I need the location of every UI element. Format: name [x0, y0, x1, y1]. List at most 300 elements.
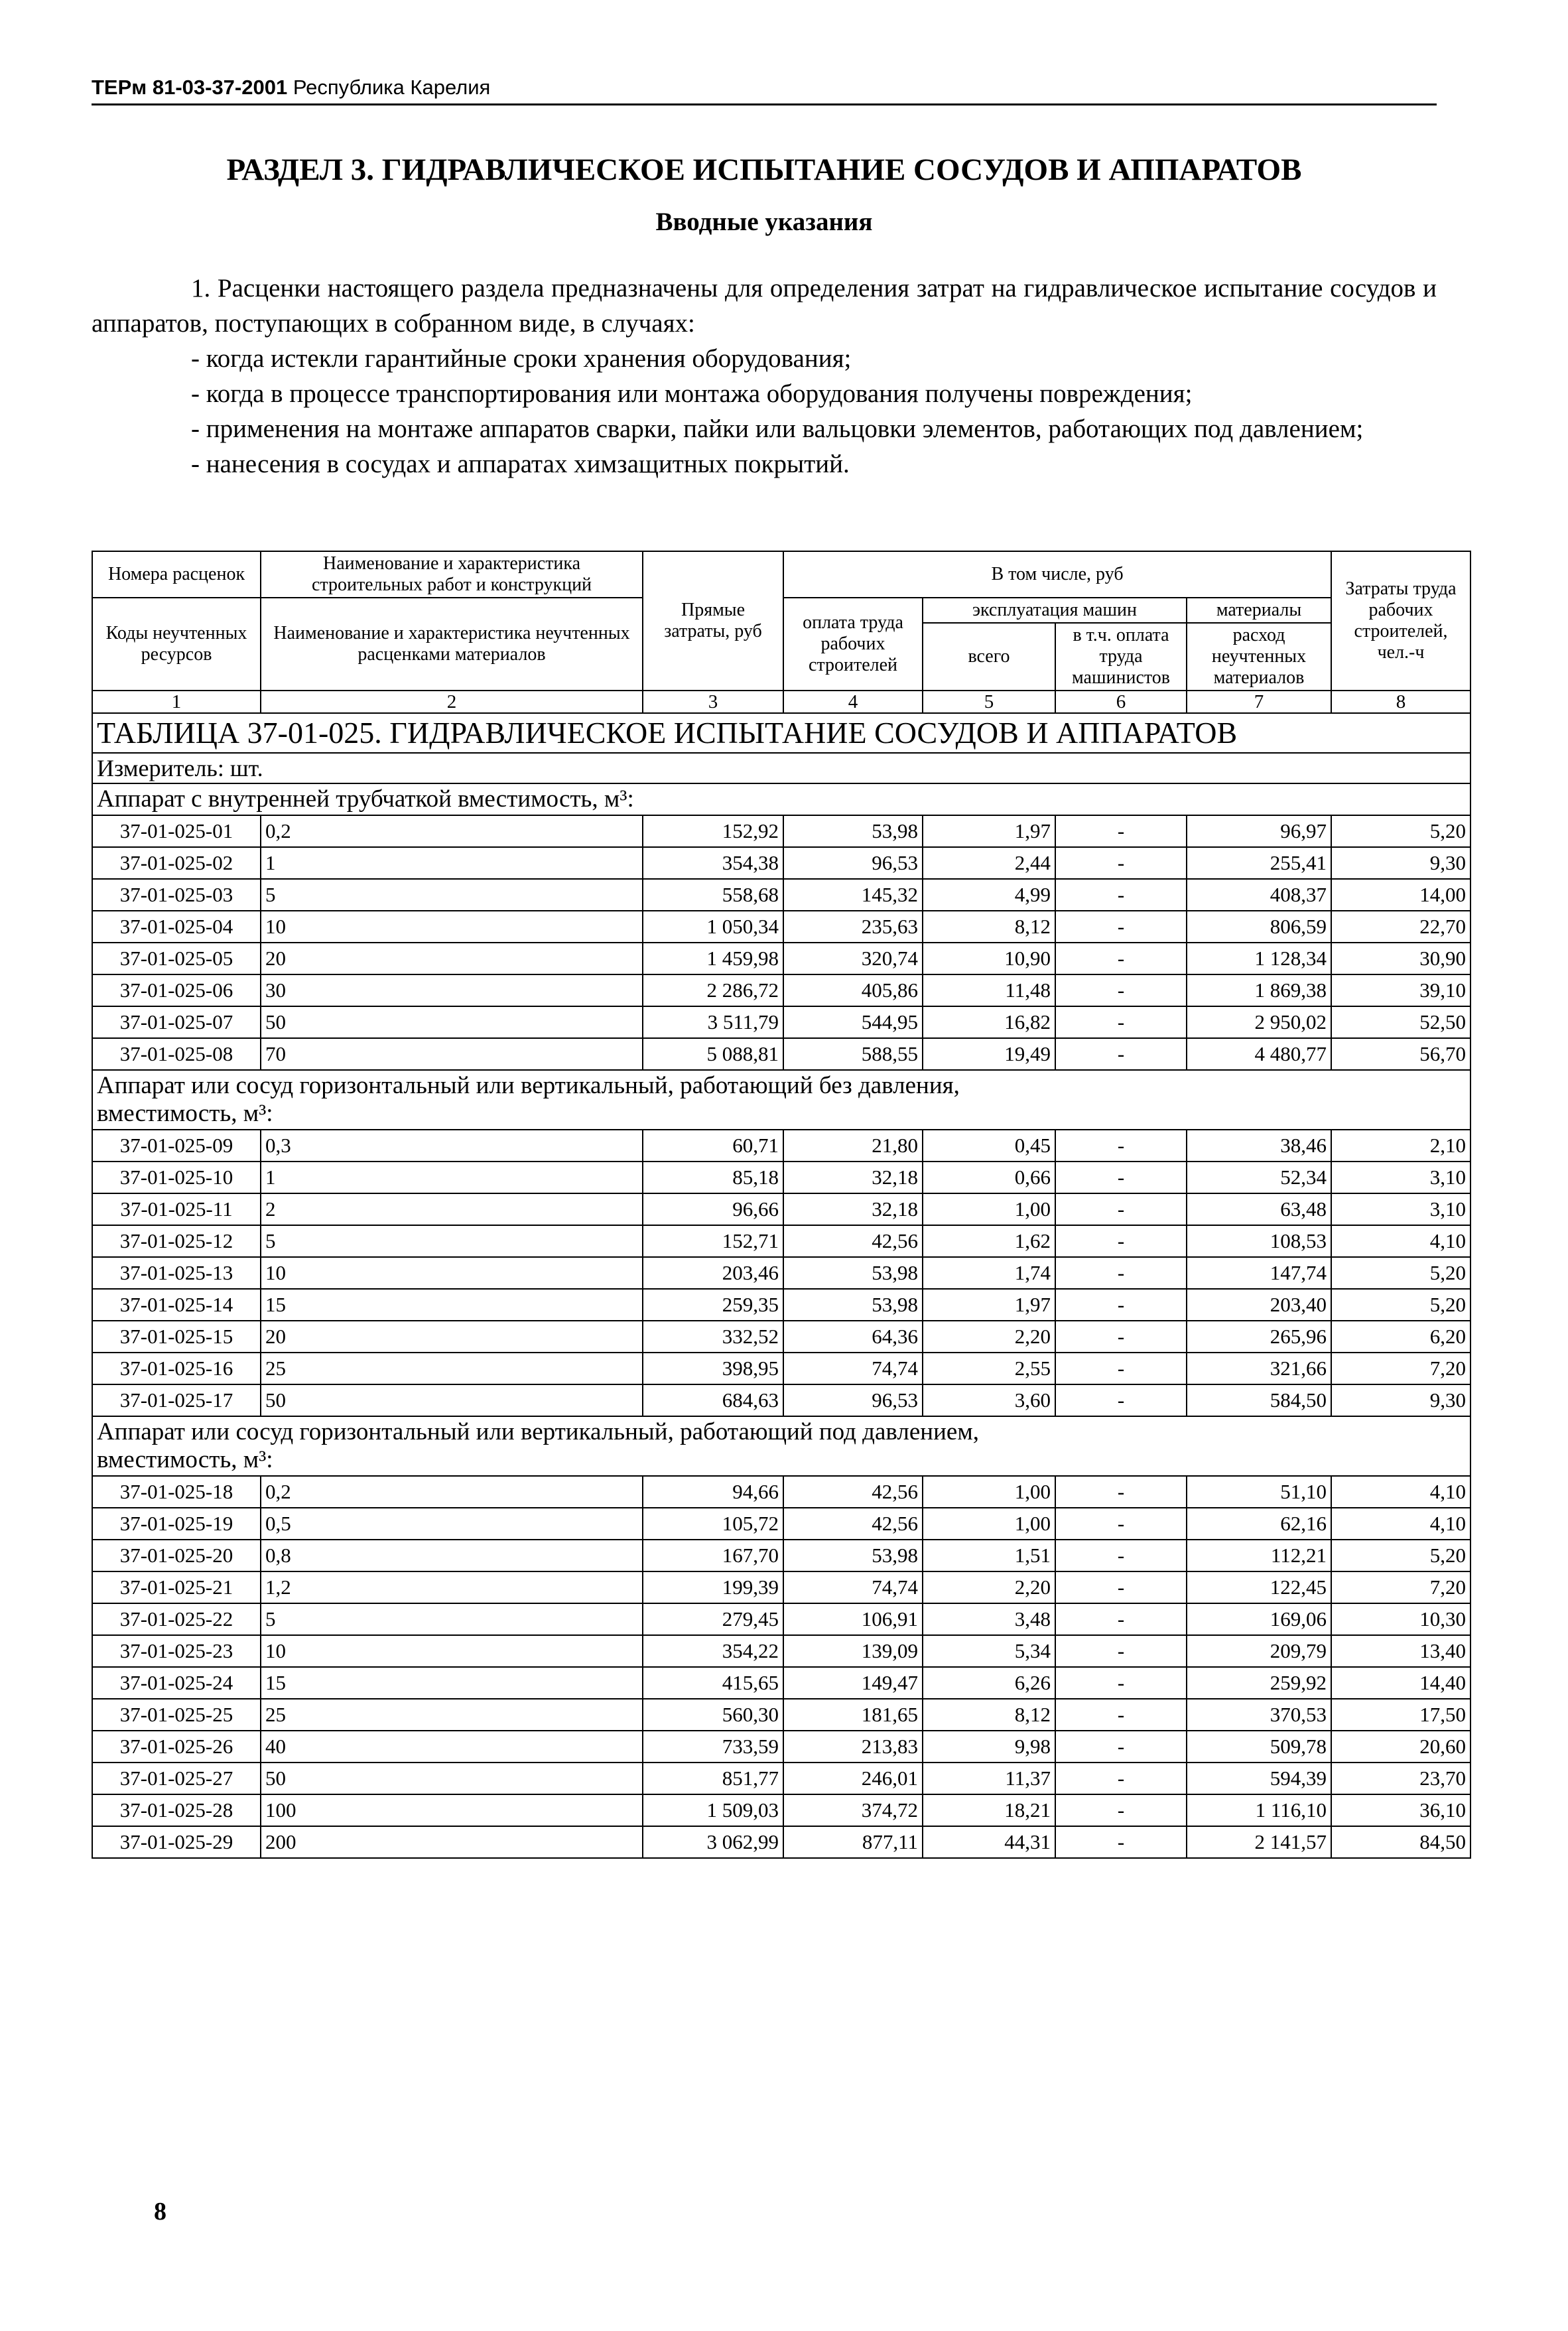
intro-subtitle: Вводные указания [655, 208, 873, 236]
cell-machinists-pay: - [1055, 815, 1187, 847]
cell-capacity: 5 [261, 1225, 643, 1257]
group-title [92, 1416, 1470, 1476]
cell-rate-code: 37-01-025-16 [92, 1353, 261, 1384]
cell-materials-consumption: 112,21 [1187, 1540, 1331, 1571]
cell-labor-costs: 52,50 [1331, 1006, 1470, 1038]
table-row [92, 1257, 1470, 1289]
cell-labor-costs: 5,20 [1331, 1257, 1470, 1289]
cell-workers-pay: 53,98 [783, 1289, 923, 1321]
cell-machinists-pay: - [1055, 1321, 1187, 1353]
cell-rate-code: 37-01-025-18 [92, 1476, 261, 1508]
intro-item: - когда истекли гарантийные сроки хранения оборудования; [191, 344, 852, 373]
cell-materials-consumption: 255,41 [1187, 847, 1331, 879]
cell-materials-consumption: 806,59 [1187, 911, 1331, 943]
cell-capacity: 0,8 [261, 1540, 643, 1571]
cell-rate-code: 37-01-025-02 [92, 847, 261, 879]
cell-rate-code: 37-01-025-07 [92, 1006, 261, 1038]
rates-table [92, 551, 1471, 1859]
cell-machines-total: 1,74 [923, 1257, 1055, 1289]
header-code: ТЕРм 81-03-37-2001 [92, 76, 288, 99]
cell-machinists-pay: - [1055, 1794, 1187, 1826]
intro-item: - применения на монтаже аппаратов сварки, пайки или вальцовки элементов, работающих под давлением; [191, 415, 1364, 443]
cell-direct-costs: 152,92 [643, 815, 783, 847]
cell-machinists-pay: - [1055, 911, 1187, 943]
column-number: 4 [783, 691, 923, 713]
cell-direct-costs: 3 062,99 [643, 1826, 783, 1858]
cell-machinists-pay: - [1055, 1635, 1187, 1667]
cell-labor-costs: 14,40 [1331, 1667, 1470, 1699]
cell-machines-total: 2,44 [923, 847, 1055, 879]
cell-workers-pay: 106,91 [783, 1603, 923, 1635]
header-rate-numbers: Номера расценок [92, 551, 261, 598]
cell-rate-code: 37-01-025-13 [92, 1257, 261, 1289]
cell-capacity: 30 [261, 974, 643, 1006]
cell-materials-consumption: 1 869,38 [1187, 974, 1331, 1006]
group-title [92, 1070, 1470, 1130]
table-row [92, 1826, 1470, 1858]
cell-machines-total: 10,90 [923, 943, 1055, 974]
cell-labor-costs: 23,70 [1331, 1763, 1470, 1794]
cell-workers-pay: 42,56 [783, 1476, 923, 1508]
cell-direct-costs: 94,66 [643, 1476, 783, 1508]
column-number: 5 [923, 691, 1055, 713]
cell-direct-costs: 733,59 [643, 1731, 783, 1763]
cell-labor-costs: 39,10 [1331, 974, 1470, 1006]
cell-materials-consumption: 169,06 [1187, 1603, 1331, 1635]
cell-direct-costs: 851,77 [643, 1763, 783, 1794]
cell-workers-pay: 181,65 [783, 1699, 923, 1731]
group-title-text: Аппарат или сосуд горизонтальный или вертикальный, работающий без давления, [97, 1072, 960, 1099]
cell-workers-pay: 877,11 [783, 1826, 923, 1858]
cell-workers-pay: 64,36 [783, 1321, 923, 1353]
cell-machines-total: 11,37 [923, 1763, 1055, 1794]
cell-workers-pay: 96,53 [783, 1384, 923, 1416]
cell-rate-code: 37-01-025-17 [92, 1384, 261, 1416]
cell-workers-pay: 53,98 [783, 1540, 923, 1571]
table-row [92, 1384, 1470, 1416]
cell-rate-code: 37-01-025-14 [92, 1289, 261, 1321]
cell-capacity: 5 [261, 1603, 643, 1635]
cell-machinists-pay: - [1055, 1193, 1187, 1225]
cell-rate-code: 37-01-025-25 [92, 1699, 261, 1731]
cell-materials-consumption: 62,16 [1187, 1508, 1331, 1540]
cell-direct-costs: 5 088,81 [643, 1038, 783, 1070]
cell-capacity: 0,2 [261, 1476, 643, 1508]
column-number: 7 [1187, 691, 1331, 713]
cell-machinists-pay: - [1055, 1162, 1187, 1193]
header-labor-costs: Затраты труда рабочих строителей, чел.-ч [1331, 551, 1470, 691]
cell-materials-consumption: 259,92 [1187, 1667, 1331, 1699]
column-number: 6 [1055, 691, 1187, 713]
cell-labor-costs: 4,10 [1331, 1508, 1470, 1540]
table-title-row [92, 713, 1470, 753]
cell-machines-total: 1,00 [923, 1508, 1055, 1540]
cell-capacity: 50 [261, 1006, 643, 1038]
table-row [92, 1540, 1470, 1571]
cell-capacity: 0,5 [261, 1508, 643, 1540]
cell-rate-code: 37-01-025-01 [92, 815, 261, 847]
cell-capacity: 50 [261, 1763, 643, 1794]
intro-item: - нанесения в сосудах и аппаратах химзащитных покрытий. [191, 450, 850, 478]
cell-machinists-pay: - [1055, 1289, 1187, 1321]
cell-machines-total: 11,48 [923, 974, 1055, 1006]
cell-workers-pay: 74,74 [783, 1571, 923, 1603]
header-materials: материалы [1187, 598, 1331, 623]
cell-materials-consumption: 2 141,57 [1187, 1826, 1331, 1858]
group-title-text: Аппарат с внутренней трубчаткой вместимость, м³: [97, 785, 634, 813]
table-row [92, 1794, 1470, 1826]
cell-capacity: 5 [261, 879, 643, 911]
cell-materials-consumption: 584,50 [1187, 1384, 1331, 1416]
cell-machinists-pay: - [1055, 974, 1187, 1006]
cell-capacity: 0,3 [261, 1130, 643, 1162]
cell-workers-pay: 149,47 [783, 1667, 923, 1699]
cell-materials-consumption: 594,39 [1187, 1763, 1331, 1794]
cell-machines-total: 6,26 [923, 1667, 1055, 1699]
cell-workers-pay: 374,72 [783, 1794, 923, 1826]
cell-machines-total: 9,98 [923, 1731, 1055, 1763]
cell-rate-code: 37-01-025-29 [92, 1826, 261, 1858]
cell-machinists-pay: - [1055, 1571, 1187, 1603]
table-row [92, 847, 1470, 879]
cell-labor-costs: 2,10 [1331, 1130, 1470, 1162]
cell-machines-total: 3,60 [923, 1384, 1055, 1416]
header-region: Республика Карелия [293, 76, 491, 99]
header-machinists-pay: в т.ч. оплата труда машинистов [1055, 623, 1187, 691]
cell-machines-total: 1,62 [923, 1225, 1055, 1257]
cell-materials-consumption: 2 950,02 [1187, 1006, 1331, 1038]
cell-rate-code: 37-01-025-24 [92, 1667, 261, 1699]
cell-rate-code: 37-01-025-09 [92, 1130, 261, 1162]
cell-labor-costs: 9,30 [1331, 847, 1470, 879]
cell-direct-costs: 279,45 [643, 1603, 783, 1635]
cell-machinists-pay: - [1055, 943, 1187, 974]
header-direct-costs: Прямые затраты, руб [643, 551, 783, 691]
cell-capacity: 200 [261, 1826, 643, 1858]
cell-machinists-pay: - [1055, 1540, 1187, 1571]
cell-materials-consumption: 209,79 [1187, 1635, 1331, 1667]
column-number: 2 [261, 691, 643, 713]
cell-capacity: 10 [261, 1257, 643, 1289]
group-title [92, 783, 1470, 815]
table-title: ТАБЛИЦА 37-01-025. ГИДРАВЛИЧЕСКОЕ ИСПЫТАНИЕ СОСУДОВ И АППАРАТОВ [92, 713, 1470, 753]
table-row [92, 1508, 1470, 1540]
meter-row [92, 753, 1470, 783]
intro-paragraph: 1. Расценки настоящего раздела предназначены для определения затрат на гидравлическое испытание сосудов и аппаратов, поступающих в собранном виде, в случаях: [92, 274, 1437, 338]
table-row [92, 1571, 1470, 1603]
cell-machines-total: 1,00 [923, 1476, 1055, 1508]
cell-labor-costs: 4,10 [1331, 1476, 1470, 1508]
cell-materials-consumption: 108,53 [1187, 1225, 1331, 1257]
cell-direct-costs: 332,52 [643, 1321, 783, 1353]
cell-rate-code: 37-01-025-08 [92, 1038, 261, 1070]
cell-machines-total: 1,00 [923, 1193, 1055, 1225]
group-title-text: вместимость, м³: [97, 1446, 273, 1473]
cell-direct-costs: 259,35 [643, 1289, 783, 1321]
cell-machines-total: 2,20 [923, 1321, 1055, 1353]
cell-labor-costs: 36,10 [1331, 1794, 1470, 1826]
rates-table-body [92, 551, 1470, 1858]
cell-rate-code: 37-01-025-26 [92, 1731, 261, 1763]
header-materials-name: Наименование и характеристика неучтенных расценками материалов [261, 598, 643, 691]
cell-workers-pay: 405,86 [783, 974, 923, 1006]
header-machines-total: всего [923, 623, 1055, 691]
table-row [92, 1225, 1470, 1257]
cell-direct-costs: 1 050,34 [643, 911, 783, 943]
cell-capacity: 10 [261, 1635, 643, 1667]
cell-labor-costs: 84,50 [1331, 1826, 1470, 1858]
cell-direct-costs: 2 286,72 [643, 974, 783, 1006]
cell-direct-costs: 85,18 [643, 1162, 783, 1193]
cell-direct-costs: 3 511,79 [643, 1006, 783, 1038]
group-title-text: Аппарат или сосуд горизонтальный или вертикальный, работающий под давлением, [97, 1418, 979, 1445]
cell-direct-costs: 60,71 [643, 1130, 783, 1162]
cell-workers-pay: 246,01 [783, 1763, 923, 1794]
table-row [92, 1635, 1470, 1667]
cell-labor-costs: 3,10 [1331, 1162, 1470, 1193]
cell-machinists-pay: - [1055, 1038, 1187, 1070]
cell-workers-pay: 145,32 [783, 879, 923, 911]
cell-labor-costs: 7,20 [1331, 1353, 1470, 1384]
cell-rate-code: 37-01-025-03 [92, 879, 261, 911]
table-row [92, 1667, 1470, 1699]
cell-machines-total: 1,51 [923, 1540, 1055, 1571]
cell-labor-costs: 5,20 [1331, 815, 1470, 847]
cell-materials-consumption: 52,34 [1187, 1162, 1331, 1193]
cell-capacity: 100 [261, 1794, 643, 1826]
cell-direct-costs: 354,38 [643, 847, 783, 879]
cell-workers-pay: 74,74 [783, 1353, 923, 1384]
cell-workers-pay: 53,98 [783, 815, 923, 847]
cell-direct-costs: 199,39 [643, 1571, 783, 1603]
cell-labor-costs: 3,10 [1331, 1193, 1470, 1225]
cell-machines-total: 3,48 [923, 1603, 1055, 1635]
cell-materials-consumption: 4 480,77 [1187, 1038, 1331, 1070]
cell-labor-costs: 6,20 [1331, 1321, 1470, 1353]
cell-machinists-pay: - [1055, 1699, 1187, 1731]
cell-machines-total: 18,21 [923, 1794, 1055, 1826]
cell-capacity: 25 [261, 1699, 643, 1731]
cell-labor-costs: 30,90 [1331, 943, 1470, 974]
cell-direct-costs: 560,30 [643, 1699, 783, 1731]
cell-machines-total: 44,31 [923, 1826, 1055, 1858]
table-row [92, 1321, 1470, 1353]
cell-capacity: 1 [261, 1162, 643, 1193]
cell-machines-total: 2,55 [923, 1353, 1055, 1384]
table-row [92, 1193, 1470, 1225]
cell-machinists-pay: - [1055, 847, 1187, 879]
table-row [92, 1353, 1470, 1384]
cell-capacity: 1 [261, 847, 643, 879]
cell-workers-pay: 96,53 [783, 847, 923, 879]
column-number: 1 [92, 691, 261, 713]
table-row [92, 1699, 1470, 1731]
cell-rate-code: 37-01-025-23 [92, 1635, 261, 1667]
header-resource-codes: Коды неучтенных ресурсов [92, 598, 261, 691]
table-row [92, 1731, 1470, 1763]
cell-machinists-pay: - [1055, 1257, 1187, 1289]
table-row [92, 1006, 1470, 1038]
cell-machines-total: 0,45 [923, 1130, 1055, 1162]
cell-machinists-pay: - [1055, 1130, 1187, 1162]
cell-materials-consumption: 96,97 [1187, 815, 1331, 847]
cell-materials-consumption: 408,37 [1187, 879, 1331, 911]
table-row [92, 911, 1470, 943]
cell-workers-pay: 42,56 [783, 1225, 923, 1257]
table-row [92, 1289, 1470, 1321]
table-row [92, 879, 1470, 911]
table-row [92, 1038, 1470, 1070]
cell-machines-total: 8,12 [923, 1699, 1055, 1731]
cell-workers-pay: 213,83 [783, 1731, 923, 1763]
cell-materials-consumption: 265,96 [1187, 1321, 1331, 1353]
cell-machinists-pay: - [1055, 1384, 1187, 1416]
intro-item: - когда в процессе транспортирования или монтажа оборудования получены повреждения; [191, 379, 1193, 408]
cell-materials-consumption: 509,78 [1187, 1731, 1331, 1763]
cell-labor-costs: 13,40 [1331, 1635, 1470, 1667]
cell-capacity: 0,2 [261, 815, 643, 847]
cell-direct-costs: 684,63 [643, 1384, 783, 1416]
cell-rate-code: 37-01-025-15 [92, 1321, 261, 1353]
cell-capacity: 1,2 [261, 1571, 643, 1603]
cell-materials-consumption: 203,40 [1187, 1289, 1331, 1321]
cell-capacity: 50 [261, 1384, 643, 1416]
header-machines: эксплуатация машин [923, 598, 1187, 623]
cell-rate-code: 37-01-025-10 [92, 1162, 261, 1193]
cell-capacity: 20 [261, 943, 643, 974]
cell-direct-costs: 105,72 [643, 1508, 783, 1540]
cell-direct-costs: 398,95 [643, 1353, 783, 1384]
cell-rate-code: 37-01-025-06 [92, 974, 261, 1006]
cell-machinists-pay: - [1055, 1508, 1187, 1540]
cell-machinists-pay: - [1055, 1731, 1187, 1763]
cell-machines-total: 16,82 [923, 1006, 1055, 1038]
cell-direct-costs: 558,68 [643, 879, 783, 911]
cell-materials-consumption: 1 116,10 [1187, 1794, 1331, 1826]
header-workers-pay: оплата труда рабочих строителей [783, 598, 923, 691]
cell-workers-pay: 42,56 [783, 1508, 923, 1540]
cell-labor-costs: 5,20 [1331, 1289, 1470, 1321]
cell-machinists-pay: - [1055, 879, 1187, 911]
group-title-row [92, 783, 1470, 815]
cell-machinists-pay: - [1055, 1826, 1187, 1858]
cell-direct-costs: 203,46 [643, 1257, 783, 1289]
cell-machines-total: 0,66 [923, 1162, 1055, 1193]
cell-materials-consumption: 63,48 [1187, 1193, 1331, 1225]
cell-labor-costs: 17,50 [1331, 1699, 1470, 1731]
cell-rate-code: 37-01-025-20 [92, 1540, 261, 1571]
cell-workers-pay: 320,74 [783, 943, 923, 974]
page-number: 8 [154, 2198, 166, 2226]
cell-workers-pay: 139,09 [783, 1635, 923, 1667]
cell-machines-total: 5,34 [923, 1635, 1055, 1667]
cell-direct-costs: 1 509,03 [643, 1794, 783, 1826]
cell-machinists-pay: - [1055, 1353, 1187, 1384]
cell-labor-costs: 7,20 [1331, 1571, 1470, 1603]
cell-rate-code: 37-01-025-22 [92, 1603, 261, 1635]
cell-labor-costs: 5,20 [1331, 1540, 1470, 1571]
cell-workers-pay: 32,18 [783, 1162, 923, 1193]
table-row [92, 1162, 1470, 1193]
cell-machines-total: 1,97 [923, 815, 1055, 847]
cell-machines-total: 19,49 [923, 1038, 1055, 1070]
group-title-text: вместимость, м³: [97, 1100, 273, 1127]
cell-capacity: 10 [261, 911, 643, 943]
header-work-name: Наименование и характеристика строительных работ и конструкций [261, 551, 643, 598]
cell-rate-code: 37-01-025-28 [92, 1794, 261, 1826]
cell-labor-costs: 20,60 [1331, 1731, 1470, 1763]
cell-rate-code: 37-01-025-19 [92, 1508, 261, 1540]
group-title-row [92, 1416, 1470, 1476]
cell-capacity: 20 [261, 1321, 643, 1353]
cell-materials-consumption: 370,53 [1187, 1699, 1331, 1731]
column-number: 3 [643, 691, 783, 713]
cell-capacity: 15 [261, 1289, 643, 1321]
table-row [92, 1603, 1470, 1635]
cell-workers-pay: 235,63 [783, 911, 923, 943]
cell-materials-consumption: 321,66 [1187, 1353, 1331, 1384]
column-numbers-row [92, 691, 1470, 713]
cell-capacity: 70 [261, 1038, 643, 1070]
cell-machinists-pay: - [1055, 1476, 1187, 1508]
cell-materials-consumption: 147,74 [1187, 1257, 1331, 1289]
cell-materials-consumption: 122,45 [1187, 1571, 1331, 1603]
cell-rate-code: 37-01-025-21 [92, 1571, 261, 1603]
group-title-row [92, 1070, 1470, 1130]
cell-materials-consumption: 38,46 [1187, 1130, 1331, 1162]
cell-labor-costs: 4,10 [1331, 1225, 1470, 1257]
cell-machines-total: 8,12 [923, 911, 1055, 943]
cell-machinists-pay: - [1055, 1763, 1187, 1794]
cell-machinists-pay: - [1055, 1225, 1187, 1257]
cell-machines-total: 1,97 [923, 1289, 1055, 1321]
cell-workers-pay: 53,98 [783, 1257, 923, 1289]
cell-workers-pay: 588,55 [783, 1038, 923, 1070]
cell-labor-costs: 56,70 [1331, 1038, 1470, 1070]
table-row [92, 1763, 1470, 1794]
cell-rate-code: 37-01-025-11 [92, 1193, 261, 1225]
cell-machines-total: 4,99 [923, 879, 1055, 911]
cell-labor-costs: 22,70 [1331, 911, 1470, 943]
table-row [92, 943, 1470, 974]
cell-materials-consumption: 1 128,34 [1187, 943, 1331, 974]
cell-rate-code: 37-01-025-27 [92, 1763, 261, 1794]
cell-capacity: 15 [261, 1667, 643, 1699]
cell-capacity: 2 [261, 1193, 643, 1225]
cell-machinists-pay: - [1055, 1667, 1187, 1699]
cell-labor-costs: 14,00 [1331, 879, 1470, 911]
cell-workers-pay: 544,95 [783, 1006, 923, 1038]
cell-workers-pay: 21,80 [783, 1130, 923, 1162]
header-row [92, 551, 1470, 598]
cell-direct-costs: 1 459,98 [643, 943, 783, 974]
cell-machines-total: 2,20 [923, 1571, 1055, 1603]
table-row [92, 815, 1470, 847]
header-materials-consumption: расход неучтенных материалов [1187, 623, 1331, 691]
column-number: 8 [1331, 691, 1470, 713]
cell-labor-costs: 9,30 [1331, 1384, 1470, 1416]
cell-labor-costs: 10,30 [1331, 1603, 1470, 1635]
cell-rate-code: 37-01-025-12 [92, 1225, 261, 1257]
cell-direct-costs: 415,65 [643, 1667, 783, 1699]
intro-text [92, 271, 1437, 482]
header-including: В том числе, руб [783, 551, 1331, 598]
cell-capacity: 25 [261, 1353, 643, 1384]
table-row [92, 974, 1470, 1006]
cell-materials-consumption: 51,10 [1187, 1476, 1331, 1508]
running-header [92, 74, 1437, 105]
cell-direct-costs: 354,22 [643, 1635, 783, 1667]
